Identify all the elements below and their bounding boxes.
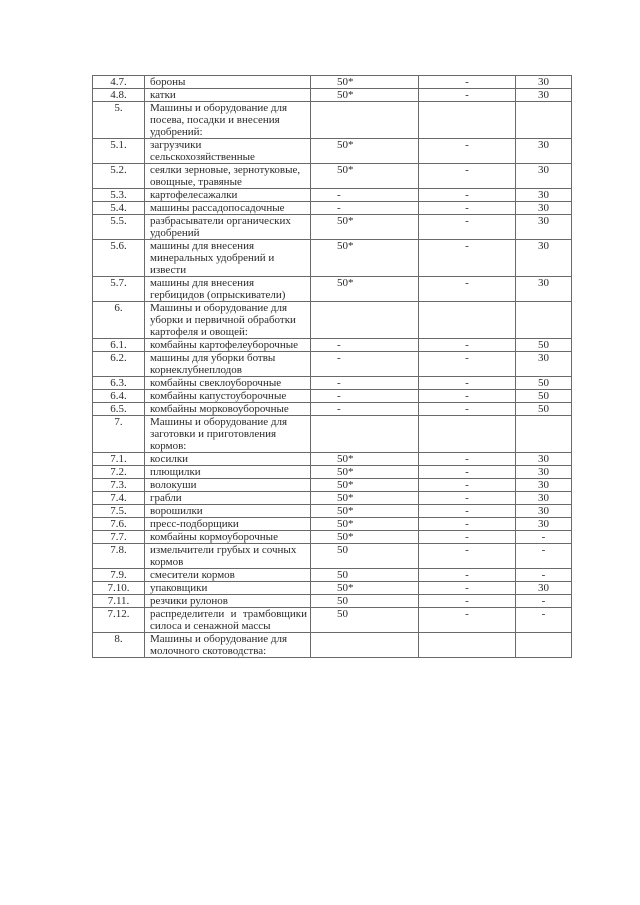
value-col1-cell: - [311, 189, 419, 202]
value-col3-cell: 30 [516, 202, 572, 215]
value-col1-cell: 50* [311, 518, 419, 531]
equipment-name-cell: измельчители грубых и сочных кормов [145, 544, 311, 569]
table-row [93, 164, 572, 189]
value-col1-cell: 50 [311, 544, 419, 569]
table-row [93, 339, 572, 352]
value-col3-cell: 50 [516, 390, 572, 403]
value-col1-cell: - [311, 377, 419, 390]
value-col1-cell: - [311, 339, 419, 352]
value-col2-cell: - [419, 189, 516, 202]
row-number-cell: 4.8. [93, 89, 145, 102]
value-col1-cell: 50* [311, 215, 419, 240]
value-col2-cell: - [419, 89, 516, 102]
value-col3-cell [516, 416, 572, 453]
value-col1-cell: - [311, 202, 419, 215]
equipment-name-cell: распределители и трамбовщики силоса и сенажной массы [145, 608, 311, 633]
value-col2-cell: - [419, 164, 516, 189]
equipment-name-cell: сеялки зерновые, зернотуковые, овощные, травяные [145, 164, 311, 189]
value-col2-cell [419, 102, 516, 139]
value-col3-cell: 30 [516, 479, 572, 492]
equipment-name-cell: волокуши [145, 479, 311, 492]
value-col2-cell: - [419, 466, 516, 479]
equipment-name-cell: комбайны свеклоуборочные [145, 377, 311, 390]
value-col1-cell: 50* [311, 164, 419, 189]
value-col3-cell [516, 102, 572, 139]
table-row [93, 466, 572, 479]
value-col3-cell: 30 [516, 215, 572, 240]
table-row [93, 202, 572, 215]
value-col3-cell: 30 [516, 189, 572, 202]
row-number-cell: 5.7. [93, 277, 145, 302]
equipment-name-cell: комбайны капустоуборочные [145, 390, 311, 403]
table-row [93, 544, 572, 569]
row-number-cell: 6.5. [93, 403, 145, 416]
value-col2-cell: - [419, 339, 516, 352]
value-col1-cell: 50* [311, 240, 419, 277]
value-col2-cell: - [419, 608, 516, 633]
table-row [93, 595, 572, 608]
value-col3-cell [516, 302, 572, 339]
value-col1-cell: 50* [311, 453, 419, 466]
row-number-cell: 5.5. [93, 215, 145, 240]
table-row [93, 89, 572, 102]
value-col3-cell: 30 [516, 139, 572, 164]
table-row [93, 377, 572, 390]
value-col1-cell: 50* [311, 139, 419, 164]
value-col3-cell: - [516, 531, 572, 544]
value-col1-cell: 50* [311, 582, 419, 595]
row-number-cell: 7. [93, 416, 145, 453]
equipment-name-cell: пресс-подборщики [145, 518, 311, 531]
value-col3-cell [516, 633, 572, 658]
value-col3-cell: 30 [516, 453, 572, 466]
equipment-name-cell: машины рассадопосадочные [145, 202, 311, 215]
row-number-cell: 7.2. [93, 466, 145, 479]
table-row [93, 633, 572, 658]
row-number-cell: 7.7. [93, 531, 145, 544]
table-row [93, 582, 572, 595]
value-col1-cell: 50* [311, 76, 419, 89]
table-row [93, 189, 572, 202]
value-col3-cell: 30 [516, 582, 572, 595]
equipment-name-cell: плющилки [145, 466, 311, 479]
table-row [93, 416, 572, 453]
table-row [93, 139, 572, 164]
value-col1-cell [311, 633, 419, 658]
value-col2-cell: - [419, 518, 516, 531]
value-col3-cell: 30 [516, 505, 572, 518]
equipment-name-cell: резчики рулонов [145, 595, 311, 608]
equipment-table [92, 75, 572, 658]
equipment-name-cell: комбайны картофелеуборочные [145, 339, 311, 352]
table-row [93, 453, 572, 466]
equipment-name-cell: упаковщики [145, 582, 311, 595]
row-number-cell: 7.3. [93, 479, 145, 492]
row-number-cell: 5.3. [93, 189, 145, 202]
value-col1-cell: - [311, 390, 419, 403]
table-row [93, 76, 572, 89]
value-col3-cell: 30 [516, 89, 572, 102]
value-col3-cell: - [516, 608, 572, 633]
row-number-cell: 4.7. [93, 76, 145, 89]
row-number-cell: 6.2. [93, 352, 145, 377]
value-col2-cell [419, 302, 516, 339]
value-col1-cell: 50* [311, 277, 419, 302]
equipment-name-cell: машины для внесения минеральных удобрений и извести [145, 240, 311, 277]
equipment-name-cell: машины для внесения гербицидов (опрыскиватели) [145, 277, 311, 302]
value-col2-cell: - [419, 453, 516, 466]
row-number-cell: 5.2. [93, 164, 145, 189]
row-number-cell: 7.8. [93, 544, 145, 569]
table-row [93, 569, 572, 582]
value-col2-cell [419, 633, 516, 658]
table-row [93, 240, 572, 277]
equipment-name-cell: Машины и оборудование для посева, посадки и внесения удобрений: [145, 102, 311, 139]
value-col3-cell: 30 [516, 466, 572, 479]
value-col2-cell: - [419, 377, 516, 390]
value-col1-cell: 50* [311, 466, 419, 479]
equipment-name-cell: картофелесажалки [145, 189, 311, 202]
table-row [93, 215, 572, 240]
value-col1-cell: 50 [311, 569, 419, 582]
value-col2-cell: - [419, 531, 516, 544]
table-row [93, 390, 572, 403]
value-col2-cell: - [419, 544, 516, 569]
row-number-cell: 7.12. [93, 608, 145, 633]
row-number-cell: 7.6. [93, 518, 145, 531]
equipment-name-cell: катки [145, 89, 311, 102]
value-col2-cell: - [419, 139, 516, 164]
value-col2-cell: - [419, 505, 516, 518]
row-number-cell: 7.10. [93, 582, 145, 595]
equipment-name-cell: комбайны кормоуборочные [145, 531, 311, 544]
row-number-cell: 6. [93, 302, 145, 339]
value-col2-cell: - [419, 76, 516, 89]
equipment-name-cell: грабли [145, 492, 311, 505]
row-number-cell: 6.3. [93, 377, 145, 390]
value-col2-cell: - [419, 352, 516, 377]
table-body [93, 76, 572, 658]
value-col1-cell: - [311, 352, 419, 377]
value-col3-cell: 30 [516, 277, 572, 302]
equipment-name-cell: разбрасыватели органических удобрений [145, 215, 311, 240]
value-col2-cell: - [419, 479, 516, 492]
value-col1-cell: 50* [311, 531, 419, 544]
value-col3-cell: 30 [516, 352, 572, 377]
row-number-cell: 6.1. [93, 339, 145, 352]
equipment-name-cell: комбайны морковоуборочные [145, 403, 311, 416]
value-col2-cell: - [419, 492, 516, 505]
row-number-cell: 5.1. [93, 139, 145, 164]
table-row [93, 352, 572, 377]
row-number-cell: 8. [93, 633, 145, 658]
value-col2-cell: - [419, 403, 516, 416]
value-col2-cell: - [419, 595, 516, 608]
value-col3-cell: 50 [516, 339, 572, 352]
value-col2-cell: - [419, 582, 516, 595]
table-row [93, 492, 572, 505]
equipment-name-cell: загрузчики сельскохозяйственные [145, 139, 311, 164]
value-col3-cell: - [516, 569, 572, 582]
value-col3-cell: 30 [516, 76, 572, 89]
equipment-name-cell: смесители кормов [145, 569, 311, 582]
row-number-cell: 7.4. [93, 492, 145, 505]
table-row [93, 531, 572, 544]
value-col3-cell: - [516, 595, 572, 608]
value-col1-cell: 50* [311, 505, 419, 518]
value-col3-cell: - [516, 544, 572, 569]
row-number-cell: 5.4. [93, 202, 145, 215]
value-col3-cell: 50 [516, 377, 572, 390]
value-col3-cell: 50 [516, 403, 572, 416]
value-col3-cell: 30 [516, 164, 572, 189]
value-col2-cell [419, 416, 516, 453]
value-col3-cell: 30 [516, 240, 572, 277]
value-col2-cell: - [419, 215, 516, 240]
value-col1-cell [311, 416, 419, 453]
equipment-name-cell: Машины и оборудование для уборки и первичной обработки картофеля и овощей: [145, 302, 311, 339]
value-col1-cell: - [311, 403, 419, 416]
equipment-name-cell: Машины и оборудование для заготовки и приготовления кормов: [145, 416, 311, 453]
value-col1-cell: 50* [311, 492, 419, 505]
row-number-cell: 5.6. [93, 240, 145, 277]
value-col1-cell: 50 [311, 608, 419, 633]
table-row [93, 277, 572, 302]
table-row [93, 505, 572, 518]
value-col2-cell: - [419, 569, 516, 582]
value-col2-cell: - [419, 277, 516, 302]
value-col1-cell [311, 302, 419, 339]
value-col1-cell: 50* [311, 89, 419, 102]
row-number-cell: 5. [93, 102, 145, 139]
row-number-cell: 7.11. [93, 595, 145, 608]
equipment-name-cell: ворошилки [145, 505, 311, 518]
equipment-name-cell: бороны [145, 76, 311, 89]
value-col1-cell: 50 [311, 595, 419, 608]
table-row [93, 102, 572, 139]
table-row [93, 479, 572, 492]
value-col3-cell: 30 [516, 492, 572, 505]
table-row [93, 608, 572, 633]
value-col2-cell: - [419, 240, 516, 277]
value-col1-cell [311, 102, 419, 139]
table-row [93, 403, 572, 416]
equipment-name-cell: машины для уборки ботвы корнеклубнеплодов [145, 352, 311, 377]
table-row [93, 302, 572, 339]
row-number-cell: 6.4. [93, 390, 145, 403]
row-number-cell: 7.1. [93, 453, 145, 466]
equipment-name-cell: косилки [145, 453, 311, 466]
table-row [93, 518, 572, 531]
equipment-name-cell: Машины и оборудование для молочного скотоводства: [145, 633, 311, 658]
value-col3-cell: 30 [516, 518, 572, 531]
row-number-cell: 7.5. [93, 505, 145, 518]
value-col1-cell: 50* [311, 479, 419, 492]
value-col2-cell: - [419, 390, 516, 403]
value-col2-cell: - [419, 202, 516, 215]
row-number-cell: 7.9. [93, 569, 145, 582]
